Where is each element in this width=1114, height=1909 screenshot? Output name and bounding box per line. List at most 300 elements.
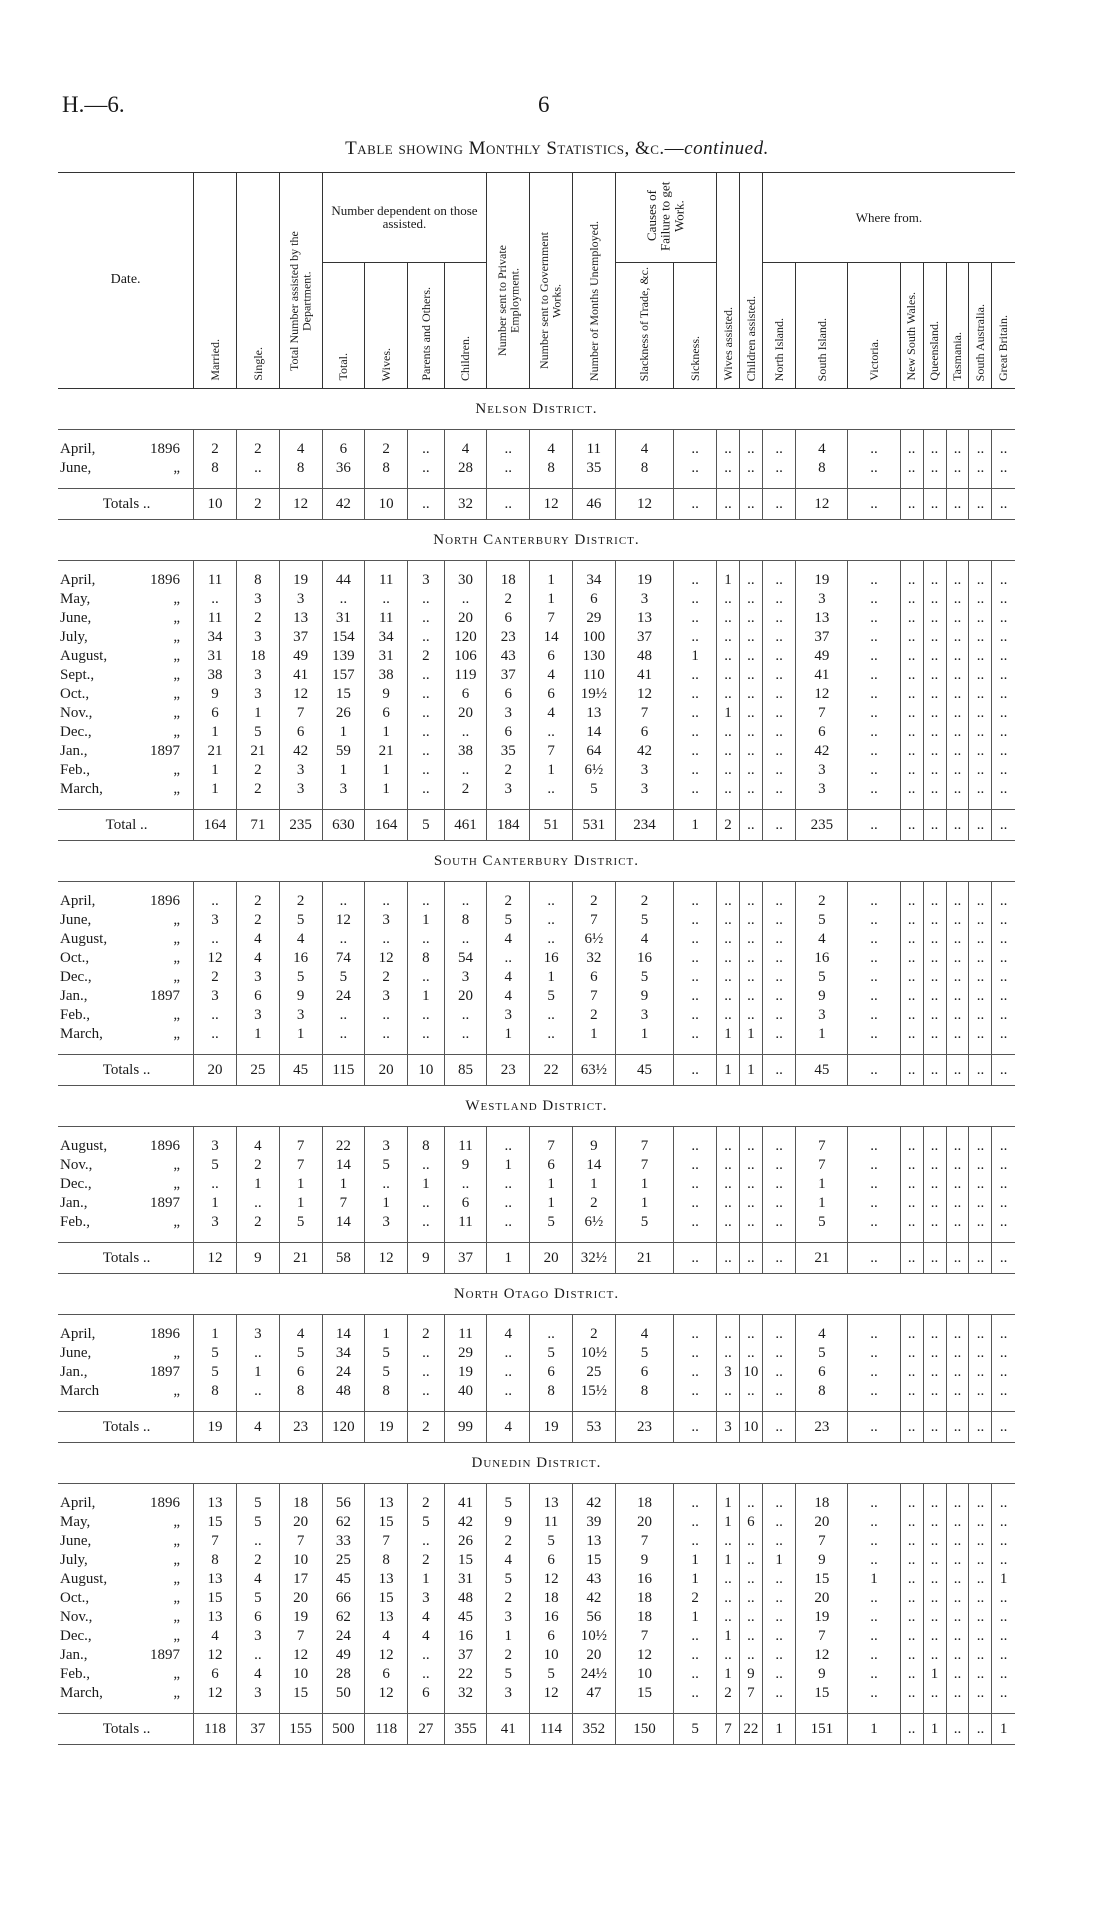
table-cell: 8 [365, 1551, 408, 1570]
table-cell: .. [674, 1532, 717, 1551]
table-cell: .. [739, 1646, 762, 1665]
table-cell: 7 [530, 609, 573, 628]
table-cell: 12 [365, 1646, 408, 1665]
table-cell: .. [739, 1589, 762, 1608]
table-cell: .. [408, 930, 445, 949]
table-cell: .. [762, 647, 795, 666]
table-cell: 2 [487, 1589, 530, 1608]
table-cell: 1 [194, 761, 237, 780]
row-date [58, 968, 194, 987]
totals-cell: .. [969, 1242, 992, 1273]
table-cell: .. [900, 930, 923, 949]
table-cell: 6 [530, 1156, 573, 1175]
table-cell: .. [762, 1194, 795, 1213]
table-cell: .. [969, 1382, 992, 1401]
table-cell: 41 [279, 666, 322, 685]
table-cell: .. [762, 761, 795, 780]
table-cell: .. [900, 666, 923, 685]
table-cell: .. [408, 590, 445, 609]
table-cell: 5 [236, 1513, 279, 1532]
table-cell: .. [762, 723, 795, 742]
row-date [58, 1175, 194, 1194]
table-cell: 1 [530, 1194, 573, 1213]
totals-cell: .. [900, 1242, 923, 1273]
table-row [58, 1494, 1038, 1513]
table-cell: .. [969, 930, 992, 949]
row-month: April, [60, 892, 96, 909]
row-date [58, 1551, 194, 1570]
table-cell: 6½ [572, 761, 615, 780]
row-year: 1897 [150, 1363, 180, 1380]
table-cell: .. [716, 1137, 739, 1156]
table-cell: .. [762, 1494, 795, 1513]
totals-cell: 21 [796, 1242, 848, 1273]
table-cell: .. [969, 1325, 992, 1344]
spacer-row [58, 1314, 1038, 1325]
table-cell: 3 [194, 911, 237, 930]
table-cell: .. [848, 1513, 900, 1532]
table-cell: 22 [444, 1665, 487, 1684]
table-cell: 9 [365, 685, 408, 704]
table-cell: .. [194, 892, 237, 911]
totals-label: Totals .. [58, 1713, 194, 1744]
table-cell: .. [992, 1589, 1015, 1608]
totals-cell: .. [900, 1713, 923, 1744]
table-cell: .. [900, 723, 923, 742]
table-cell: .. [946, 1194, 969, 1213]
table-cell: .. [946, 704, 969, 723]
row-month: April, [60, 1325, 96, 1342]
table-cell: 100 [572, 628, 615, 647]
table-cell: 10 [615, 1665, 673, 1684]
table-cell: .. [923, 1684, 946, 1703]
table-cell: 1 [796, 1025, 848, 1044]
table-cell: .. [848, 987, 900, 1006]
table-cell: 6 [279, 723, 322, 742]
table-cell: 3 [487, 704, 530, 723]
table-cell: 9 [194, 685, 237, 704]
header-dependent-total: Total. [322, 262, 365, 388]
spacer-row [58, 429, 1038, 440]
table-cell: 20 [444, 987, 487, 1006]
totals-cell: 10 [408, 1054, 445, 1085]
row-month: Jan., [60, 987, 88, 1004]
table-cell: .. [923, 1175, 946, 1194]
table-cell: .. [487, 440, 530, 459]
table-cell: .. [674, 1194, 717, 1213]
row-month: June, [60, 1532, 92, 1549]
row-date [58, 1665, 194, 1684]
row-date [58, 949, 194, 968]
row-date [58, 742, 194, 761]
row-date [58, 1570, 194, 1589]
table-row [58, 1589, 1038, 1608]
district-heading [58, 519, 1038, 560]
table-cell: .. [848, 742, 900, 761]
table-cell: 10 [279, 1665, 322, 1684]
table-cell: .. [992, 1665, 1015, 1684]
table-cell: .. [674, 1665, 717, 1684]
table-cell: 3 [279, 780, 322, 799]
table-row [58, 666, 1038, 685]
table-cell: 7 [572, 987, 615, 1006]
table-cell: 5 [615, 1344, 673, 1363]
row-year: „ [173, 723, 180, 740]
table-cell: 4 [796, 1325, 848, 1344]
table-cell: .. [408, 1006, 445, 1025]
row-date [58, 609, 194, 628]
table-cell: 6 [796, 1363, 848, 1382]
totals-cell: .. [992, 488, 1015, 519]
row-month: Jan., [60, 742, 88, 759]
table-cell: .. [900, 761, 923, 780]
table-cell: .. [739, 1627, 762, 1646]
table-cell: .. [946, 666, 969, 685]
table-cell: .. [716, 780, 739, 799]
table-row [58, 723, 1038, 742]
row-month: June, [60, 609, 92, 626]
table-cell: 48 [444, 1589, 487, 1608]
table-cell: .. [674, 892, 717, 911]
totals-cell: 9 [408, 1242, 445, 1273]
table-cell: .. [762, 1608, 795, 1627]
table-cell: .. [762, 1344, 795, 1363]
table-cell: 7 [279, 704, 322, 723]
table-cell: .. [716, 1344, 739, 1363]
table-cell: .. [946, 1344, 969, 1363]
totals-cell: .. [674, 1242, 717, 1273]
table-cell: 1 [716, 571, 739, 590]
totals-cell: 114 [530, 1713, 573, 1744]
table-cell: .. [992, 1494, 1015, 1513]
table-cell: .. [674, 459, 717, 478]
table-row [58, 1646, 1038, 1665]
table-cell: 8 [279, 459, 322, 478]
table-cell: .. [923, 1627, 946, 1646]
table-cell: 1 [236, 704, 279, 723]
table-cell: .. [236, 1382, 279, 1401]
table-cell: 7 [739, 1684, 762, 1703]
table-cell: 1 [674, 1570, 717, 1589]
table-cell: .. [969, 1513, 992, 1532]
row-month: Nov., [60, 704, 93, 721]
table-cell: 8 [796, 459, 848, 478]
table-cell: .. [900, 1006, 923, 1025]
row-date [58, 1382, 194, 1401]
row-year: „ [173, 1532, 180, 1549]
table-cell: 15 [365, 1513, 408, 1532]
table-cell: .. [923, 609, 946, 628]
table-cell: .. [322, 930, 365, 949]
table-row [58, 1382, 1038, 1401]
table-cell: .. [739, 1551, 762, 1570]
totals-cell: .. [848, 488, 900, 519]
table-cell: 40 [444, 1382, 487, 1401]
row-year: 1897 [150, 987, 180, 1004]
table-cell: .. [408, 1363, 445, 1382]
table-cell: .. [322, 590, 365, 609]
totals-cell: 12 [530, 488, 573, 519]
table-cell: .. [674, 1025, 717, 1044]
table-cell: .. [762, 949, 795, 968]
table-cell: 2 [408, 1494, 445, 1513]
table-cell: .. [946, 1532, 969, 1551]
table-cell: .. [716, 1382, 739, 1401]
table-cell: .. [923, 1006, 946, 1025]
table-cell: 1 [716, 1665, 739, 1684]
district-name: North Canterbury District. [58, 519, 1015, 560]
table-cell: 18 [487, 571, 530, 590]
table-cell: .. [739, 1213, 762, 1232]
table-cell: 3 [716, 1363, 739, 1382]
table-cell: 6 [530, 1627, 573, 1646]
table-cell: 5 [279, 968, 322, 987]
table-cell: 13 [530, 1494, 573, 1513]
header-date: Date. [58, 173, 194, 389]
table-cell: .. [946, 1513, 969, 1532]
totals-cell: 25 [236, 1054, 279, 1085]
spacer-row [58, 1401, 1038, 1412]
table-cell: .. [716, 590, 739, 609]
table-cell: .. [946, 1137, 969, 1156]
table-cell: .. [923, 1646, 946, 1665]
table-cell: 48 [322, 1382, 365, 1401]
table-cell: 2 [236, 609, 279, 628]
table-cell: .. [716, 968, 739, 987]
table-cell: 1 [615, 1194, 673, 1213]
table-cell: 1 [408, 1570, 445, 1589]
table-cell: .. [716, 761, 739, 780]
table-cell: .. [992, 1213, 1015, 1232]
table-cell: 5 [796, 1344, 848, 1363]
table-cell: .. [739, 1137, 762, 1156]
table-cell: .. [762, 742, 795, 761]
row-date [58, 911, 194, 930]
header-slackness: Slackness of Trade, &c. [615, 262, 673, 388]
table-cell: .. [900, 1551, 923, 1570]
table-cell: 12 [279, 1646, 322, 1665]
totals-cell: .. [969, 1713, 992, 1744]
table-cell: .. [992, 892, 1015, 911]
table-cell: .. [923, 1156, 946, 1175]
header-great-britain: Great Britain. [992, 262, 1015, 388]
table-title-continued: continued. [684, 138, 769, 159]
table-cell: .. [716, 685, 739, 704]
table-cell: 3 [796, 761, 848, 780]
table-cell: 4 [236, 1570, 279, 1589]
table-cell: 8 [279, 1382, 322, 1401]
table-cell: .. [992, 1325, 1015, 1344]
row-month: July, [60, 628, 88, 645]
table-cell: 7 [615, 1156, 673, 1175]
totals-cell: 115 [322, 1054, 365, 1085]
table-cell: .. [848, 892, 900, 911]
row-month: August, [60, 647, 108, 664]
table-cell: .. [762, 1532, 795, 1551]
totals-cell: 5 [674, 1713, 717, 1744]
table-cell: 5 [796, 968, 848, 987]
table-cell: 25 [572, 1363, 615, 1382]
table-cell: 7 [796, 1532, 848, 1551]
table-cell: .. [530, 1325, 573, 1344]
totals-cell: 1 [487, 1242, 530, 1273]
table-cell: 5 [365, 1363, 408, 1382]
table-cell: 8 [408, 949, 445, 968]
table-cell: .. [969, 1570, 992, 1589]
table-cell: 16 [796, 949, 848, 968]
table-cell: .. [848, 440, 900, 459]
table-cell: .. [739, 666, 762, 685]
table-cell: .. [674, 1684, 717, 1703]
table-row [58, 609, 1038, 628]
totals-cell: 32½ [572, 1242, 615, 1273]
table-cell: .. [969, 685, 992, 704]
totals-cell: .. [716, 1242, 739, 1273]
row-month: August, [60, 930, 108, 947]
table-cell: .. [236, 1344, 279, 1363]
table-cell: .. [444, 723, 487, 742]
table-cell: 6 [572, 590, 615, 609]
table-cell: 24½ [572, 1665, 615, 1684]
table-cell: .. [716, 1175, 739, 1194]
table-cell: 5 [194, 1363, 237, 1382]
spacer-row [58, 1044, 1038, 1055]
table-cell: 4 [487, 987, 530, 1006]
table-cell: .. [946, 1551, 969, 1570]
row-month: Dec., [60, 1627, 92, 1644]
table-cell: .. [739, 723, 762, 742]
table-cell: .. [969, 1608, 992, 1627]
table-cell: .. [530, 911, 573, 930]
header-government-works: Number sent to Government Works. [530, 173, 573, 389]
table-cell: 119 [444, 666, 487, 685]
table-cell: .. [716, 647, 739, 666]
row-month: March, [60, 780, 103, 797]
district-name: Dunedin District. [58, 1442, 1015, 1483]
table-cell: 5 [365, 1344, 408, 1363]
table-cell: .. [923, 1194, 946, 1213]
table-cell: 38 [194, 666, 237, 685]
totals-cell: 51 [530, 809, 573, 840]
table-cell: 4 [279, 930, 322, 949]
table-cell: .. [946, 1646, 969, 1665]
table-cell: 7 [796, 1137, 848, 1156]
table-cell: .. [487, 459, 530, 478]
table-cell: .. [969, 440, 992, 459]
spacer-row [58, 1703, 1038, 1714]
row-year: „ [173, 1684, 180, 1701]
table-row [58, 1175, 1038, 1194]
table-cell: .. [969, 1025, 992, 1044]
table-cell: 28 [444, 459, 487, 478]
table-cell: 5 [365, 1156, 408, 1175]
table-cell: .. [674, 1137, 717, 1156]
table-cell: .. [900, 1175, 923, 1194]
row-month: Nov., [60, 1156, 93, 1173]
table-cell: 5 [194, 1156, 237, 1175]
row-year: „ [173, 1025, 180, 1042]
table-cell: .. [848, 666, 900, 685]
table-cell: 15 [615, 1684, 673, 1703]
table-cell: 31 [194, 647, 237, 666]
table-cell: .. [408, 666, 445, 685]
table-cell: .. [923, 742, 946, 761]
row-year: „ [173, 780, 180, 797]
table-cell: .. [969, 1363, 992, 1382]
table-cell: .. [762, 1006, 795, 1025]
table-cell: .. [762, 1156, 795, 1175]
table-cell: 19 [615, 571, 673, 590]
totals-row [58, 1242, 1038, 1273]
table-cell: .. [900, 628, 923, 647]
table-cell: 1 [796, 1175, 848, 1194]
table-row [58, 1344, 1038, 1363]
row-year: 1897 [150, 1194, 180, 1211]
row-month: Feb., [60, 1006, 90, 1023]
table-cell: .. [946, 1665, 969, 1684]
table-cell: 32 [572, 949, 615, 968]
row-month: Jan., [60, 1646, 88, 1663]
table-cell: .. [946, 1627, 969, 1646]
table-cell: .. [900, 1325, 923, 1344]
header-north-island: North Island. [762, 262, 795, 388]
table-cell: .. [408, 723, 445, 742]
table-cell: .. [923, 459, 946, 478]
table-cell: .. [762, 1213, 795, 1232]
table-cell: .. [992, 571, 1015, 590]
table-cell: 9 [739, 1665, 762, 1684]
table-cell: 5 [572, 780, 615, 799]
row-year: 1896 [150, 1494, 180, 1511]
table-cell: .. [848, 685, 900, 704]
table-cell: .. [923, 723, 946, 742]
table-cell: .. [992, 666, 1015, 685]
table-cell: .. [487, 1363, 530, 1382]
totals-cell: .. [969, 809, 992, 840]
totals-cell: 118 [365, 1713, 408, 1744]
table-row [58, 1513, 1038, 1532]
table-cell: 16 [279, 949, 322, 968]
header-south-australia: South Australia. [969, 262, 992, 388]
table-cell: 12 [194, 1684, 237, 1703]
totals-cell: 1 [739, 1054, 762, 1085]
table-cell: .. [674, 761, 717, 780]
table-cell: 5 [487, 1665, 530, 1684]
table-cell: .. [762, 1025, 795, 1044]
table-cell: 9 [444, 1156, 487, 1175]
table-cell: 10 [279, 1551, 322, 1570]
table-cell: .. [762, 1665, 795, 1684]
table-cell: .. [674, 1006, 717, 1025]
table-cell: .. [900, 911, 923, 930]
table-cell: .. [739, 685, 762, 704]
table-cell: 6 [408, 1684, 445, 1703]
table-cell: .. [674, 1627, 717, 1646]
table-cell: 11 [194, 571, 237, 590]
table-cell: .. [992, 930, 1015, 949]
table-cell: .. [716, 1156, 739, 1175]
table-cell: .. [923, 685, 946, 704]
totals-cell: 21 [615, 1242, 673, 1273]
totals-cell: 20 [530, 1242, 573, 1273]
table-cell: 2 [487, 1532, 530, 1551]
table-cell: .. [674, 1646, 717, 1665]
totals-cell: 352 [572, 1713, 615, 1744]
table-cell: .. [969, 911, 992, 930]
table-cell: 11 [572, 440, 615, 459]
table-cell: 4 [279, 1325, 322, 1344]
table-cell: .. [716, 1570, 739, 1589]
